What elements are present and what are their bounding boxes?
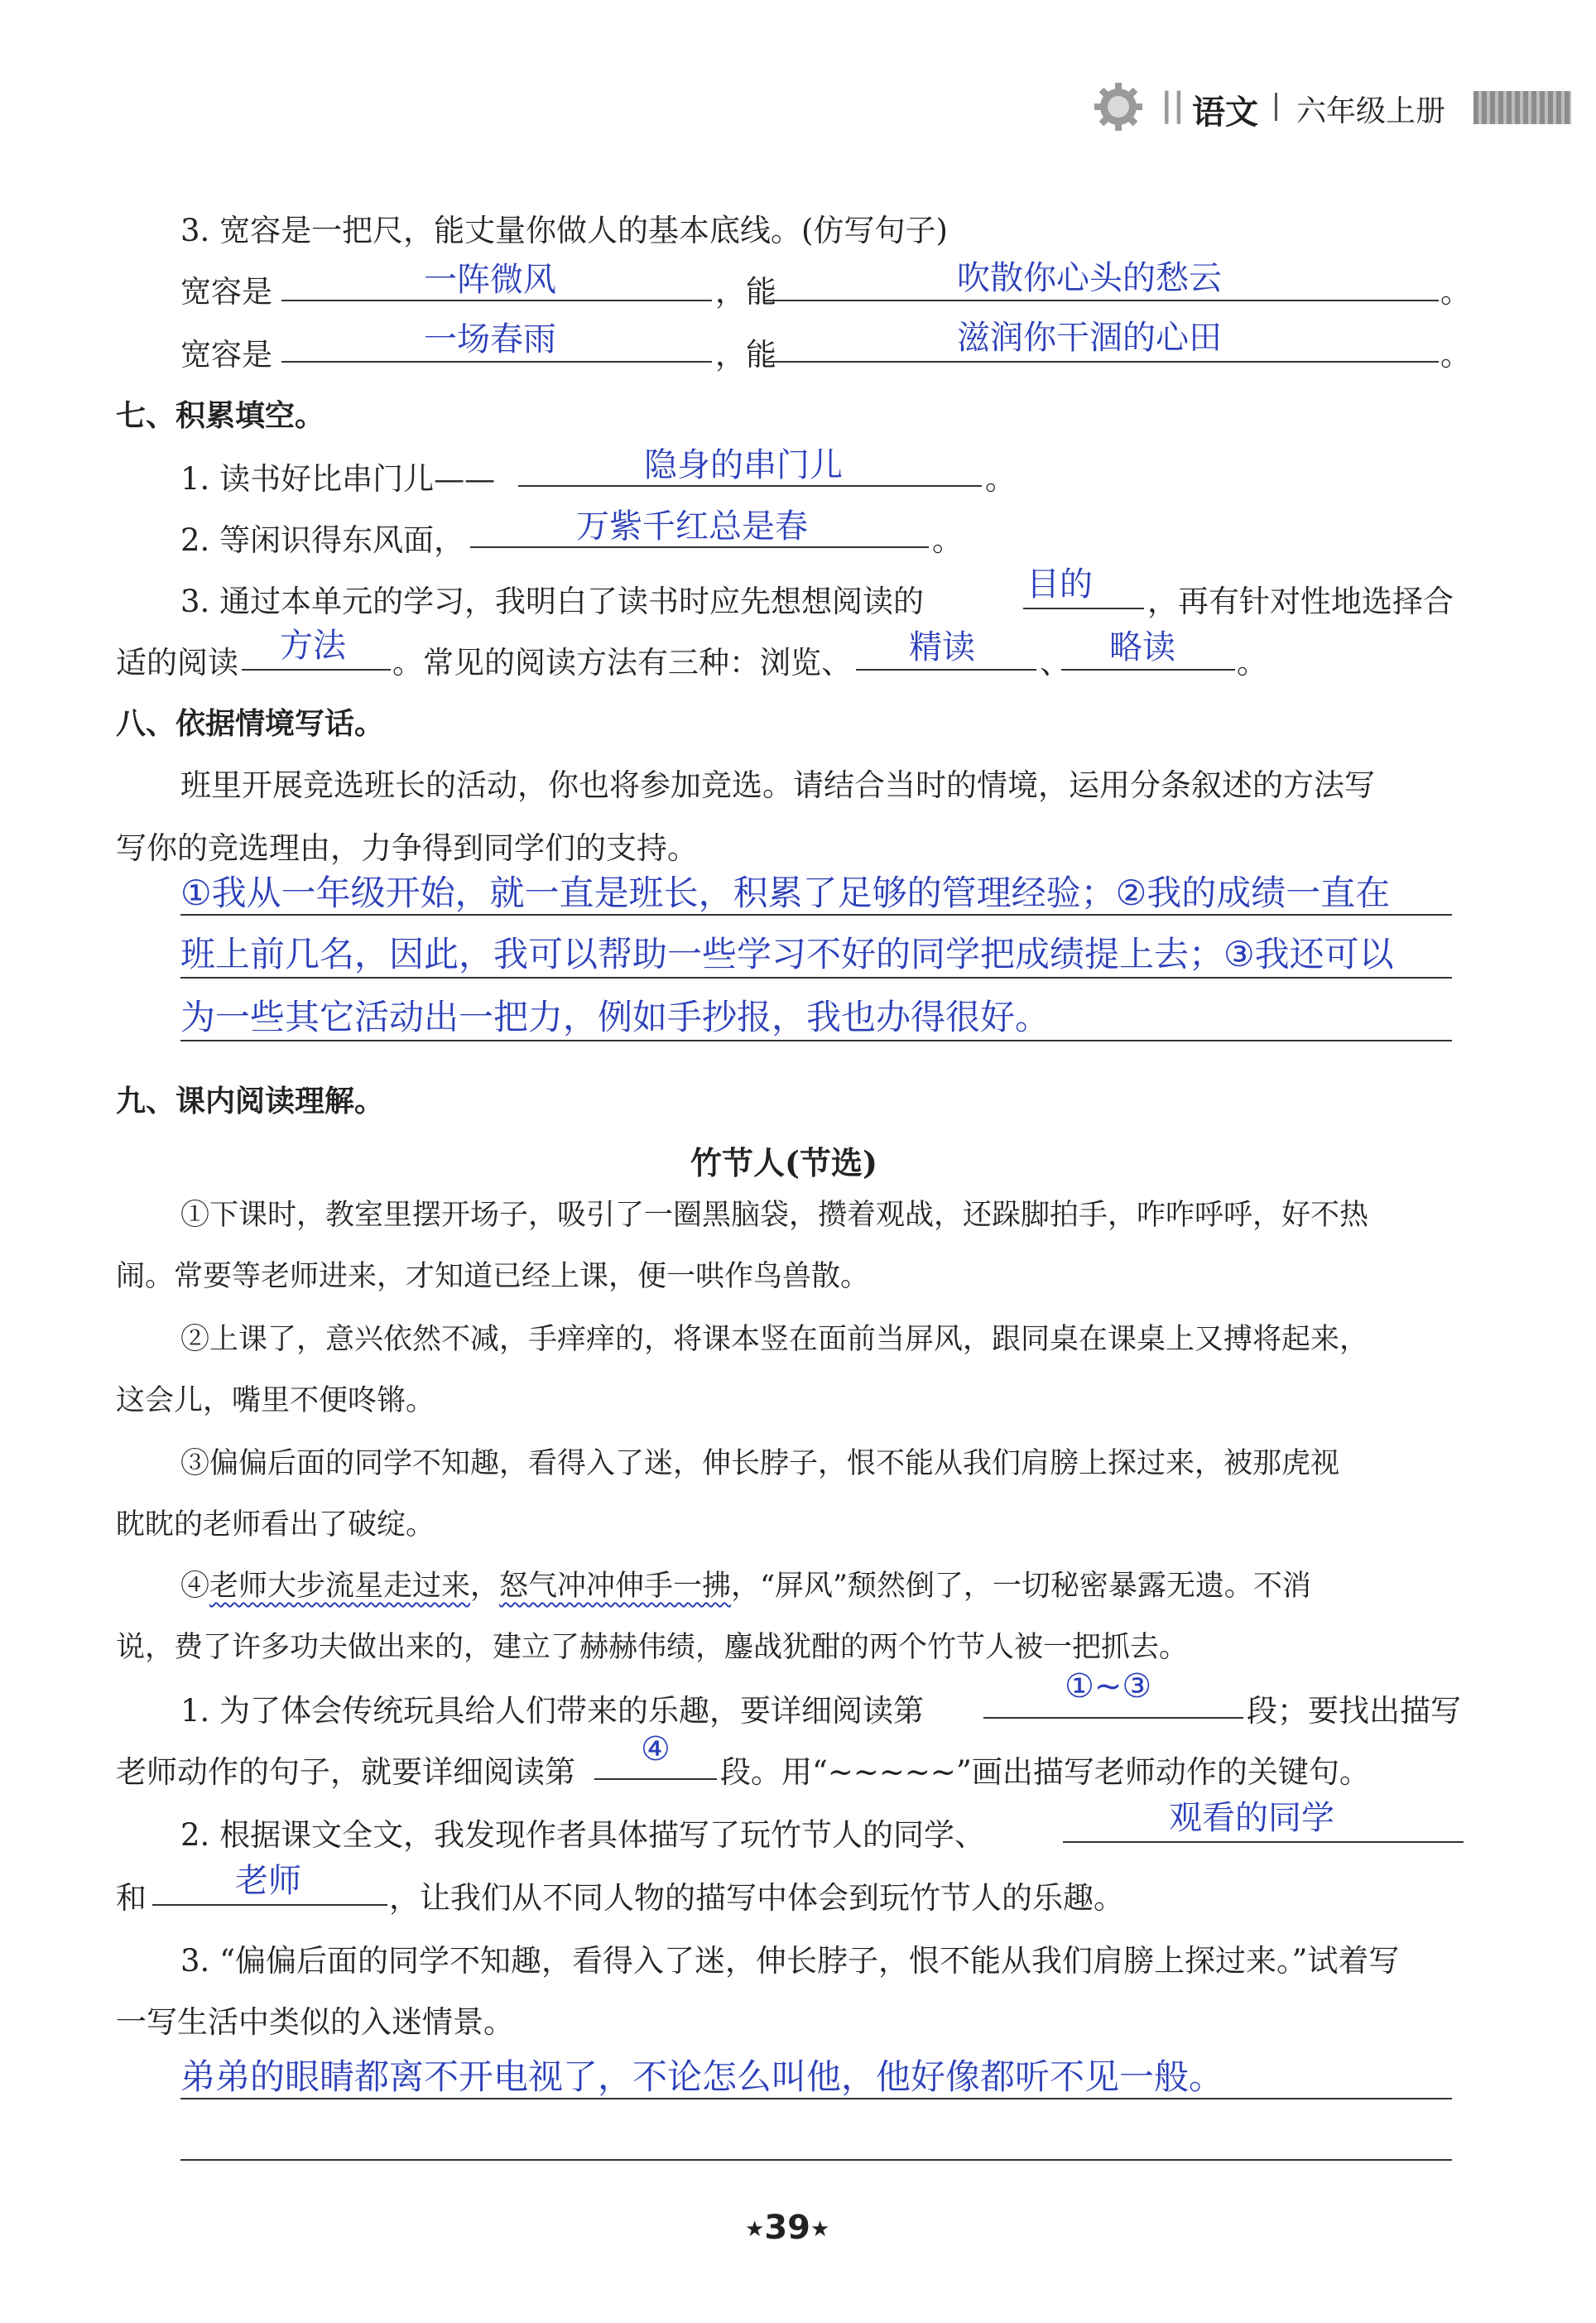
s7-q2-end: 。 — [932, 522, 963, 558]
page-number — [745, 2209, 829, 2247]
blank-line — [856, 669, 1036, 671]
blank-line — [765, 300, 1439, 301]
handwritten-answer: 目的 — [1026, 565, 1093, 604]
header-subject: 语文 — [1192, 94, 1258, 132]
s7-q1-end: 。 — [985, 461, 1016, 497]
s7-q3-part3: 适的阅读 — [116, 645, 238, 681]
handwritten-answer-line: 班上前几名，因此，我可以帮助一些学习不好的同学把成绩提上去；③我还可以 — [180, 934, 1394, 974]
p4-rest: ，“屏风”颓然倒了，一切秘密暴露无遗。不消 — [731, 1570, 1311, 1603]
answer-rule — [180, 2159, 1452, 2161]
blank-line — [765, 361, 1439, 363]
blank-line — [1063, 1841, 1464, 1843]
section-7-title: 七、积累填空。 — [116, 399, 325, 433]
gear-logo-icon — [1091, 79, 1146, 134]
star-icon: ★ — [745, 2217, 765, 2242]
s7-q3-part2: ，再有针对性地选择合 — [1147, 584, 1454, 619]
s8-prompt-line-2: 写你的竞选理由，力争得到同学们的支持。 — [116, 830, 698, 866]
answer-rule — [180, 2098, 1452, 2099]
blank-line — [1023, 608, 1144, 609]
passage-p4b: 说，费了许多功夫做出来的，建立了赫赫伟绩，鏖战犹酣的两个竹节人被一把抓去。 — [116, 1631, 1189, 1664]
tolerance-lead-1: 宽容是 — [180, 274, 272, 310]
answer-rule — [180, 977, 1452, 979]
header-bars-left: || — [1161, 86, 1185, 124]
star-icon: ★ — [810, 2217, 830, 2242]
s9-q3-part2: 一写生活中类似的入迷情景。 — [116, 2004, 514, 2040]
section-9-title: 九、课内阅读理解。 — [116, 1085, 385, 1118]
passage-p2a: ②上课了，意兴依然不减，手痒痒的，将课本竖在面前当屏风，跟同桌在课桌上又搏将起来， — [180, 1323, 1369, 1356]
s9-q2-part2: 和 — [116, 1880, 147, 1916]
handwritten-answer: ①~③ — [1065, 1667, 1152, 1705]
answer-rule — [180, 914, 1452, 916]
header-gray-band — [1473, 91, 1571, 124]
passage-title: 竹节人(节选) — [690, 1144, 877, 1181]
handwritten-answer-line: 弟弟的眼睛都离不开电视了，不论怎么叫他，他好像都听不见一般。 — [180, 2056, 1224, 2097]
handwritten-answer: 老师 — [235, 1862, 301, 1900]
s7-q3-part1: 3. 通过本单元的学习，我明白了读书时应先想想阅读的 — [180, 584, 925, 619]
answer-rule — [180, 1040, 1452, 1041]
blank-line — [983, 1717, 1243, 1719]
handwritten-answer: 滋润你干涸的心田 — [957, 319, 1222, 357]
s9-q2-part3: ，让我们从不同人物的描写中体会到玩竹节人的乐趣。 — [389, 1880, 1124, 1916]
wavy-underlined-action: 老师大步流星走过来 — [209, 1570, 471, 1603]
passage-p2b: 这会儿，嘴里不便咚锵。 — [116, 1384, 435, 1417]
passage-p4a — [180, 1563, 1311, 1604]
s7-q3-part4: 。常见的阅读方法有三种：浏览、 — [392, 645, 852, 681]
header-divider — [1275, 93, 1277, 121]
s9-q1-part1: 1. 为了体会传统玩具给人们带来的乐趣，要详细阅读第 — [180, 1693, 925, 1729]
blank-line — [242, 669, 391, 671]
handwritten-answer: 隐身的串门儿 — [644, 446, 843, 484]
wavy-underlined-action: 怒气冲冲伸手一拂 — [499, 1570, 732, 1603]
handwritten-answer: 精读 — [909, 628, 975, 666]
s8-prompt-line-1: 班里开展竞选班长的活动，你也将参加竞选。请结合当时的情境，运用分条叙述的方法写 — [180, 767, 1375, 803]
p4-number: ④ — [180, 1570, 210, 1603]
handwritten-answer: 方法 — [280, 627, 346, 665]
blank-line — [281, 361, 712, 363]
section-8-title: 八、依据情境写话。 — [116, 707, 385, 741]
blank-line — [594, 1778, 717, 1780]
handwritten-answer: 吹散你心头的愁云 — [957, 259, 1222, 297]
passage-p1a: ①下课时，教室里摆开场子，吸引了一圈黑脑袋，攒着观战，还跺脚拍手，咋咋呼呼，好不热 — [180, 1199, 1369, 1232]
s9-q1-part4: 段。用“~~~~~”画出描写老师动作的关键句。 — [720, 1754, 1370, 1790]
page-number-value: 39 — [764, 2209, 810, 2247]
s7-q2-text: 2. 等闲识得东风面， — [180, 522, 465, 558]
handwritten-answer-line: 为一些其它活动出一把力，例如手抄报，我也办得很好。 — [180, 997, 1050, 1037]
handwritten-answer: 观看的同学 — [1169, 1799, 1334, 1837]
blank-line — [1061, 669, 1235, 671]
tolerance-end-2: 。 — [1440, 337, 1471, 373]
tolerance-end-1: 。 — [1440, 274, 1471, 310]
handwritten-answer: ④ — [641, 1730, 671, 1768]
p4-comma: ， — [470, 1570, 500, 1603]
passage-p3b: 眈眈的老师看出了破绽。 — [116, 1508, 435, 1541]
tolerance-mid-2: ，能 — [715, 337, 776, 373]
header-grade: 六年级上册 — [1296, 94, 1446, 128]
s7-q1-text: 1. 读书好比串门儿—— — [180, 461, 496, 497]
handwritten-answer: 一场春雨 — [424, 320, 556, 358]
s9-q1-part2: 段；要找出描写 — [1247, 1693, 1461, 1729]
s7-q3-end: 。 — [1237, 645, 1267, 681]
tolerance-lead-2: 宽容是 — [180, 337, 272, 373]
handwritten-answer-line: ①我从一年级开始，就一直是班长，积累了足够的管理经验；②我的成绩一直在 — [180, 873, 1391, 913]
s9-q2-part1: 2. 根据课文全文，我发现作者具体描写了玩竹节人的同学、 — [180, 1817, 986, 1853]
tolerance-mid-1: ，能 — [715, 274, 776, 310]
passage-p3a: ③偏偏后面的同学不知趣，看得入了迷，伸长脖子，恨不能从我们肩膀上探过来，被那虎视 — [180, 1447, 1340, 1480]
blank-line — [152, 1904, 387, 1906]
passage-p1b: 闹。常要等老师进来，才知道已经上课，便一哄作鸟兽散。 — [116, 1260, 870, 1293]
handwritten-answer: 一阵微风 — [424, 261, 556, 299]
s7-q3-sep: 、 — [1040, 645, 1070, 681]
handwritten-answer: 略读 — [1109, 628, 1175, 666]
s9-q1-part3: 老师动作的句子，就要详细阅读第 — [116, 1754, 575, 1790]
handwritten-answer: 万紫千红总是春 — [576, 507, 808, 546]
q3-tolerance-prompt: 3. 宽容是一把尺，能丈量你做人的基本底线。(仿写句子) — [180, 213, 948, 248]
s9-q3-part1: 3. “偏偏后面的同学不知趣，看得入了迷，伸长脖子，恨不能从我们肩膀上探过来。”试着写 — [180, 1943, 1400, 1979]
